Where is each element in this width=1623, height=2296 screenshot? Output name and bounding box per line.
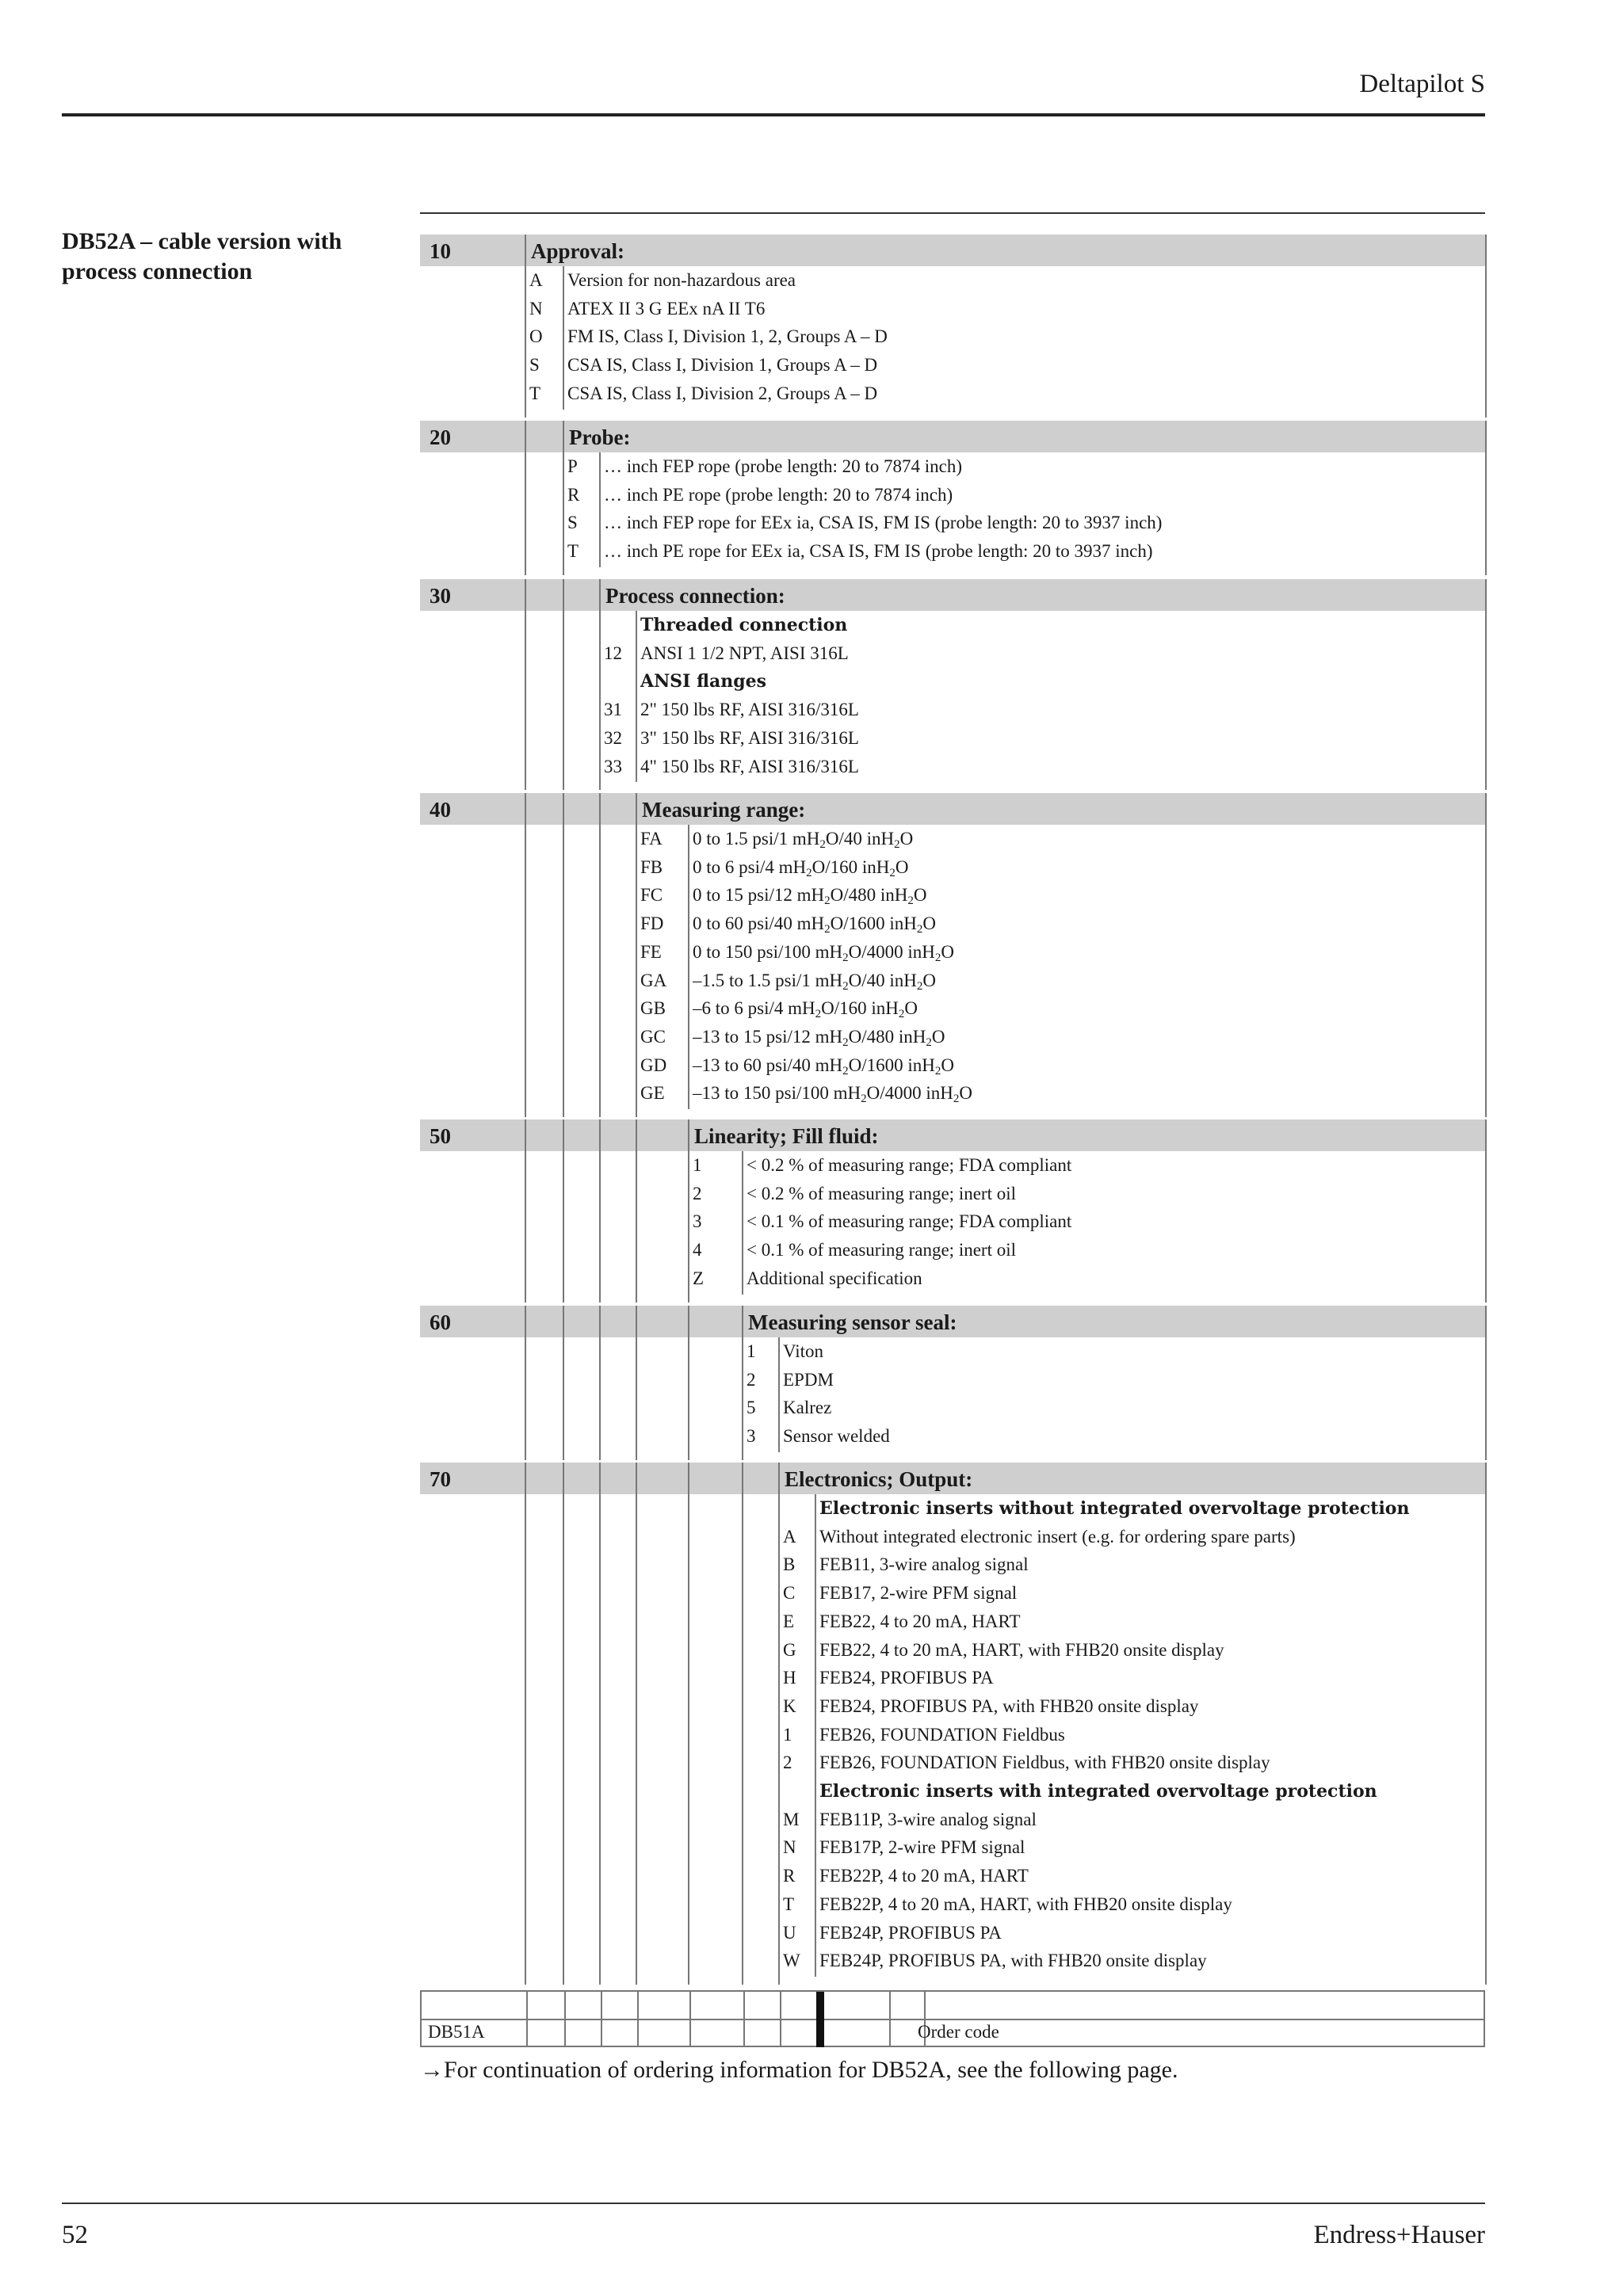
block-20: [420, 421, 1487, 575]
column-line: [563, 1119, 564, 1302]
option-description: FEB22P, 4 to 20 mA, HART: [819, 1866, 1029, 1886]
option-description: Electronic inserts with integrated overvoltage protection: [819, 1781, 1377, 1802]
option-description: Additional specification: [747, 1268, 922, 1288]
option-code: 31: [604, 700, 622, 720]
code-desc-divider: [563, 266, 564, 410]
option-description: FEB24P, PROFIBUS PA: [819, 1922, 1002, 1943]
block-header: [420, 421, 1485, 452]
block-label: Process connection:: [605, 584, 785, 608]
block-label: Measuring sensor seal:: [748, 1310, 957, 1334]
block-40: [420, 793, 1487, 1117]
block-50: [420, 1119, 1487, 1302]
block-header: [420, 579, 1485, 611]
option-description: 0 to 150 psi/100 $mH_2O/4000$ inH$_2$O: [693, 941, 954, 964]
option-code: B: [783, 1554, 796, 1575]
option-code: O: [529, 326, 543, 347]
option-code: E: [783, 1611, 795, 1631]
option-code: R: [783, 1866, 796, 1886]
column-line: [599, 1306, 601, 1460]
option-description: EPDM: [783, 1369, 834, 1390]
option-code: FC: [640, 885, 663, 906]
option-description: < 0.2 % of measuring range; FDA compliant: [747, 1155, 1072, 1175]
column-line: [563, 793, 564, 1117]
option-code: A: [783, 1526, 796, 1547]
column-line: [563, 1306, 564, 1460]
option-description: FEB11, 3-wire analog signal: [819, 1554, 1029, 1575]
option-description: FEB22, 4 to 20 mA, HART, with FHB20 onsite display: [819, 1639, 1224, 1660]
order-code-separator-bar: [816, 1992, 824, 2047]
option-code: Z: [693, 1268, 705, 1288]
block-header: [420, 793, 1485, 825]
column-line: [778, 1463, 780, 1985]
option-description: 4" 150 lbs RF, AISI 316/316L: [640, 756, 859, 776]
option-code: 5: [747, 1398, 756, 1418]
column-line: [742, 1306, 743, 1460]
option-code: U: [783, 1922, 796, 1943]
option-description: 0 to 60 psi/40 $mH_2O/1600$ inH$_2$O: [693, 913, 936, 936]
option-code: 1: [783, 1724, 792, 1745]
option-description: FEB24, PROFIBUS PA, with FHB20 onsite display: [819, 1695, 1199, 1716]
order-code-cell-line: [601, 1992, 602, 2047]
column-line: [636, 1119, 637, 1302]
block-number: 30: [430, 584, 451, 608]
block-number: 70: [430, 1467, 451, 1491]
order-code-cell-line: [564, 1992, 566, 2047]
order-code-cell-line: [526, 1992, 528, 2047]
option-code: GA: [640, 970, 667, 990]
option-description: FEB26, FOUNDATION Fieldbus: [819, 1724, 1065, 1745]
option-code: 3: [693, 1211, 702, 1232]
section-rule: [420, 212, 1485, 214]
block-number: 20: [430, 425, 451, 449]
option-code: 1: [747, 1341, 756, 1361]
column-line: [599, 1463, 601, 1985]
option-description: FEB22P, 4 to 20 mA, HART, with FHB20 onsite display: [819, 1894, 1232, 1914]
continuation-note: →For continuation of ordering information for DB52A, see the following page.: [420, 2057, 1178, 2083]
column-line: [599, 579, 601, 790]
column-line: [525, 579, 526, 790]
order-code-cell-line: [689, 1992, 691, 2047]
option-description: CSA IS, Class I, Division 1, Groups A – D: [567, 355, 878, 376]
option-description: FEB11P, 3-wire analog signal: [819, 1809, 1037, 1829]
order-code-table: [420, 1990, 1485, 2047]
code-desc-divider: [815, 1494, 816, 1977]
option-code: GE: [640, 1083, 665, 1104]
option-description: 3" 150 lbs RF, AISI 316/316L: [640, 727, 859, 748]
order-code-divider: [422, 2019, 1484, 2020]
column-line: [599, 1119, 601, 1302]
option-code: 2: [783, 1753, 792, 1773]
code-desc-divider: [778, 1337, 780, 1452]
column-line: [525, 1119, 526, 1302]
block-label: Linearity; Fill fluid:: [694, 1124, 879, 1148]
code-desc-divider: [636, 611, 637, 782]
option-code: H: [783, 1668, 796, 1688]
block-header: [420, 1463, 1485, 1494]
block-header: [420, 235, 1485, 266]
option-code: FA: [640, 829, 663, 849]
column-line: [525, 1306, 526, 1460]
option-description: … inch FEP rope (probe length: 20 to 7874 inch): [604, 456, 963, 476]
option-code: 33: [604, 756, 622, 776]
option-code: 2: [747, 1369, 756, 1390]
block-label: Measuring range:: [642, 798, 806, 822]
code-desc-divider: [742, 1151, 743, 1295]
option-description: –13 to 60 psi/40 $mH_2O/1600$ inH$_2$O: [693, 1055, 954, 1077]
option-description: FEB24, PROFIBUS PA: [819, 1668, 994, 1688]
option-description: FEB22, 4 to 20 mA, HART: [819, 1611, 1021, 1631]
option-code: 32: [604, 727, 622, 748]
page-number: 52: [62, 2221, 88, 2249]
column-line: [563, 1463, 564, 1985]
option-description: Electronic inserts without integrated overvoltage protection: [819, 1498, 1410, 1519]
block-number: 60: [430, 1310, 451, 1334]
footer-brand: Endress+Hauser: [1313, 2221, 1485, 2249]
option-description: 0 to 1.5 psi/1 $mH_2O/40$ inH$_2$O: [693, 829, 914, 851]
block-70: [420, 1463, 1487, 1985]
option-description: Threaded connection: [640, 615, 848, 635]
option-code: FD: [640, 913, 664, 934]
option-code: N: [529, 298, 543, 318]
column-line: [636, 1463, 637, 1985]
option-code: T: [783, 1894, 795, 1914]
option-code: 4: [693, 1240, 702, 1261]
column-line: [563, 421, 564, 575]
option-description: < 0.1 % of measuring range; inert oil: [747, 1240, 1016, 1261]
column-line: [688, 1463, 689, 1985]
order-code-base: DB51A: [428, 2022, 485, 2042]
block-60: [420, 1306, 1487, 1460]
option-code: A: [529, 270, 543, 290]
footer-rule: [62, 2203, 1485, 2204]
block-number: 50: [430, 1124, 451, 1148]
column-line: [636, 1306, 637, 1460]
option-code: 12: [604, 643, 622, 663]
option-description: Without integrated electronic insert (e.g. for ordering spare parts): [819, 1526, 1296, 1547]
option-code: C: [783, 1583, 796, 1604]
column-line: [636, 793, 637, 1117]
column-line: [525, 1463, 526, 1985]
option-description: 0 to 15 psi/12 $mH_2O/480$ inH$_2$O: [693, 885, 927, 908]
option-description: … inch PE rope for EEx ia, CSA IS, FM IS (probe length: 20 to 3937 inch): [604, 541, 1153, 562]
option-code: GB: [640, 998, 666, 1019]
option-code: 1: [693, 1155, 702, 1175]
column-line: [525, 235, 526, 418]
header-product-name: Deltapilot S: [1359, 70, 1485, 98]
order-code-label: Order code: [918, 2022, 999, 2042]
option-code: N: [783, 1837, 796, 1858]
option-description: –1.5 to 1.5 psi/1 $mH_2O/40$ inH$_2$O: [693, 970, 936, 993]
option-code: T: [529, 383, 541, 403]
option-code: R: [567, 484, 580, 505]
option-description: … inch PE rope (probe length: 20 to 7874 inch): [604, 484, 953, 505]
column-line: [688, 1306, 689, 1460]
block-30: [420, 579, 1487, 790]
header-rule: [62, 113, 1485, 116]
option-description: –13 to 150 psi/100 $mH_2O/4000$ inH$_2$O: [693, 1083, 972, 1106]
column-line: [742, 1463, 743, 1985]
block-label: Electronics; Output:: [785, 1467, 973, 1491]
option-code: GC: [640, 1026, 666, 1047]
column-line: [599, 793, 601, 1117]
option-description: ANSI 1 1/2 NPT, AISI 316L: [640, 643, 849, 663]
option-description: Kalrez: [783, 1398, 832, 1418]
option-description: ANSI flanges: [640, 671, 767, 692]
option-description: Viton: [783, 1341, 824, 1361]
option-description: FEB17P, 2-wire PFM signal: [819, 1837, 1025, 1858]
option-code: S: [529, 355, 540, 376]
option-code: M: [783, 1809, 800, 1829]
option-code: 3: [747, 1426, 756, 1447]
block-number: 10: [430, 239, 451, 263]
code-desc-divider: [599, 452, 601, 567]
option-code: FE: [640, 941, 662, 962]
column-line: [525, 793, 526, 1117]
order-code-cell-line: [889, 1992, 891, 2047]
option-description: FEB17, 2-wire PFM signal: [819, 1583, 1018, 1604]
option-description: –6 to 6 psi/4 $mH_2O/160$ inH$_2$O: [693, 998, 918, 1021]
option-description: < 0.2 % of measuring range; inert oil: [747, 1183, 1016, 1203]
code-desc-divider: [688, 825, 689, 1109]
block-label: Approval:: [531, 239, 625, 263]
option-code: FB: [640, 856, 663, 877]
option-description: Sensor welded: [783, 1426, 890, 1447]
option-description: ATEX II 3 G EEx nA II T6: [567, 298, 766, 318]
block-number: 40: [430, 798, 451, 822]
section-title: DB52A – cable version with process connection: [62, 228, 342, 284]
block-10: [420, 235, 1487, 418]
option-code: P: [567, 456, 578, 476]
option-description: –13 to 15 psi/12 $mH_2O/480$ inH$_2$O: [693, 1026, 945, 1049]
option-description: CSA IS, Class I, Division 2, Groups A – D: [567, 383, 878, 403]
column-line: [563, 579, 564, 790]
option-code: G: [783, 1639, 796, 1660]
column-line: [688, 1119, 689, 1302]
option-code: T: [567, 541, 579, 562]
column-line: [525, 421, 526, 575]
option-description: FEB26, FOUNDATION Fieldbus, with FHB20 onsite display: [819, 1753, 1270, 1773]
option-code: S: [567, 513, 578, 533]
order-code-cell-line: [780, 1992, 781, 2047]
option-description: … inch FEP rope for EEx ia, CSA IS, FM IS (probe length: 20 to 3937 inch): [604, 513, 1163, 533]
option-code: 2: [693, 1183, 702, 1203]
order-code-cell-line: [743, 1992, 745, 2047]
block-label: Probe:: [569, 425, 631, 449]
option-code: GD: [640, 1055, 667, 1075]
order-code-cell-line: [637, 1992, 639, 2047]
block-header: [420, 1119, 1485, 1151]
option-description: 0 to 6 psi/4 $mH_2O/160$ inH$_2$O: [693, 856, 909, 879]
option-code: K: [783, 1695, 796, 1716]
option-description: FM IS, Class I, Division 1, 2, Groups A – D: [567, 326, 888, 347]
block-header: [420, 1306, 1485, 1337]
option-description: < 0.1 % of measuring range; FDA compliant: [747, 1211, 1072, 1232]
option-code: W: [783, 1951, 800, 1971]
option-description: 2" 150 lbs RF, AISI 316/316L: [640, 700, 859, 720]
option-description: Version for non-hazardous area: [567, 270, 796, 290]
option-description: FEB24P, PROFIBUS PA, with FHB20 onsite display: [819, 1951, 1207, 1971]
